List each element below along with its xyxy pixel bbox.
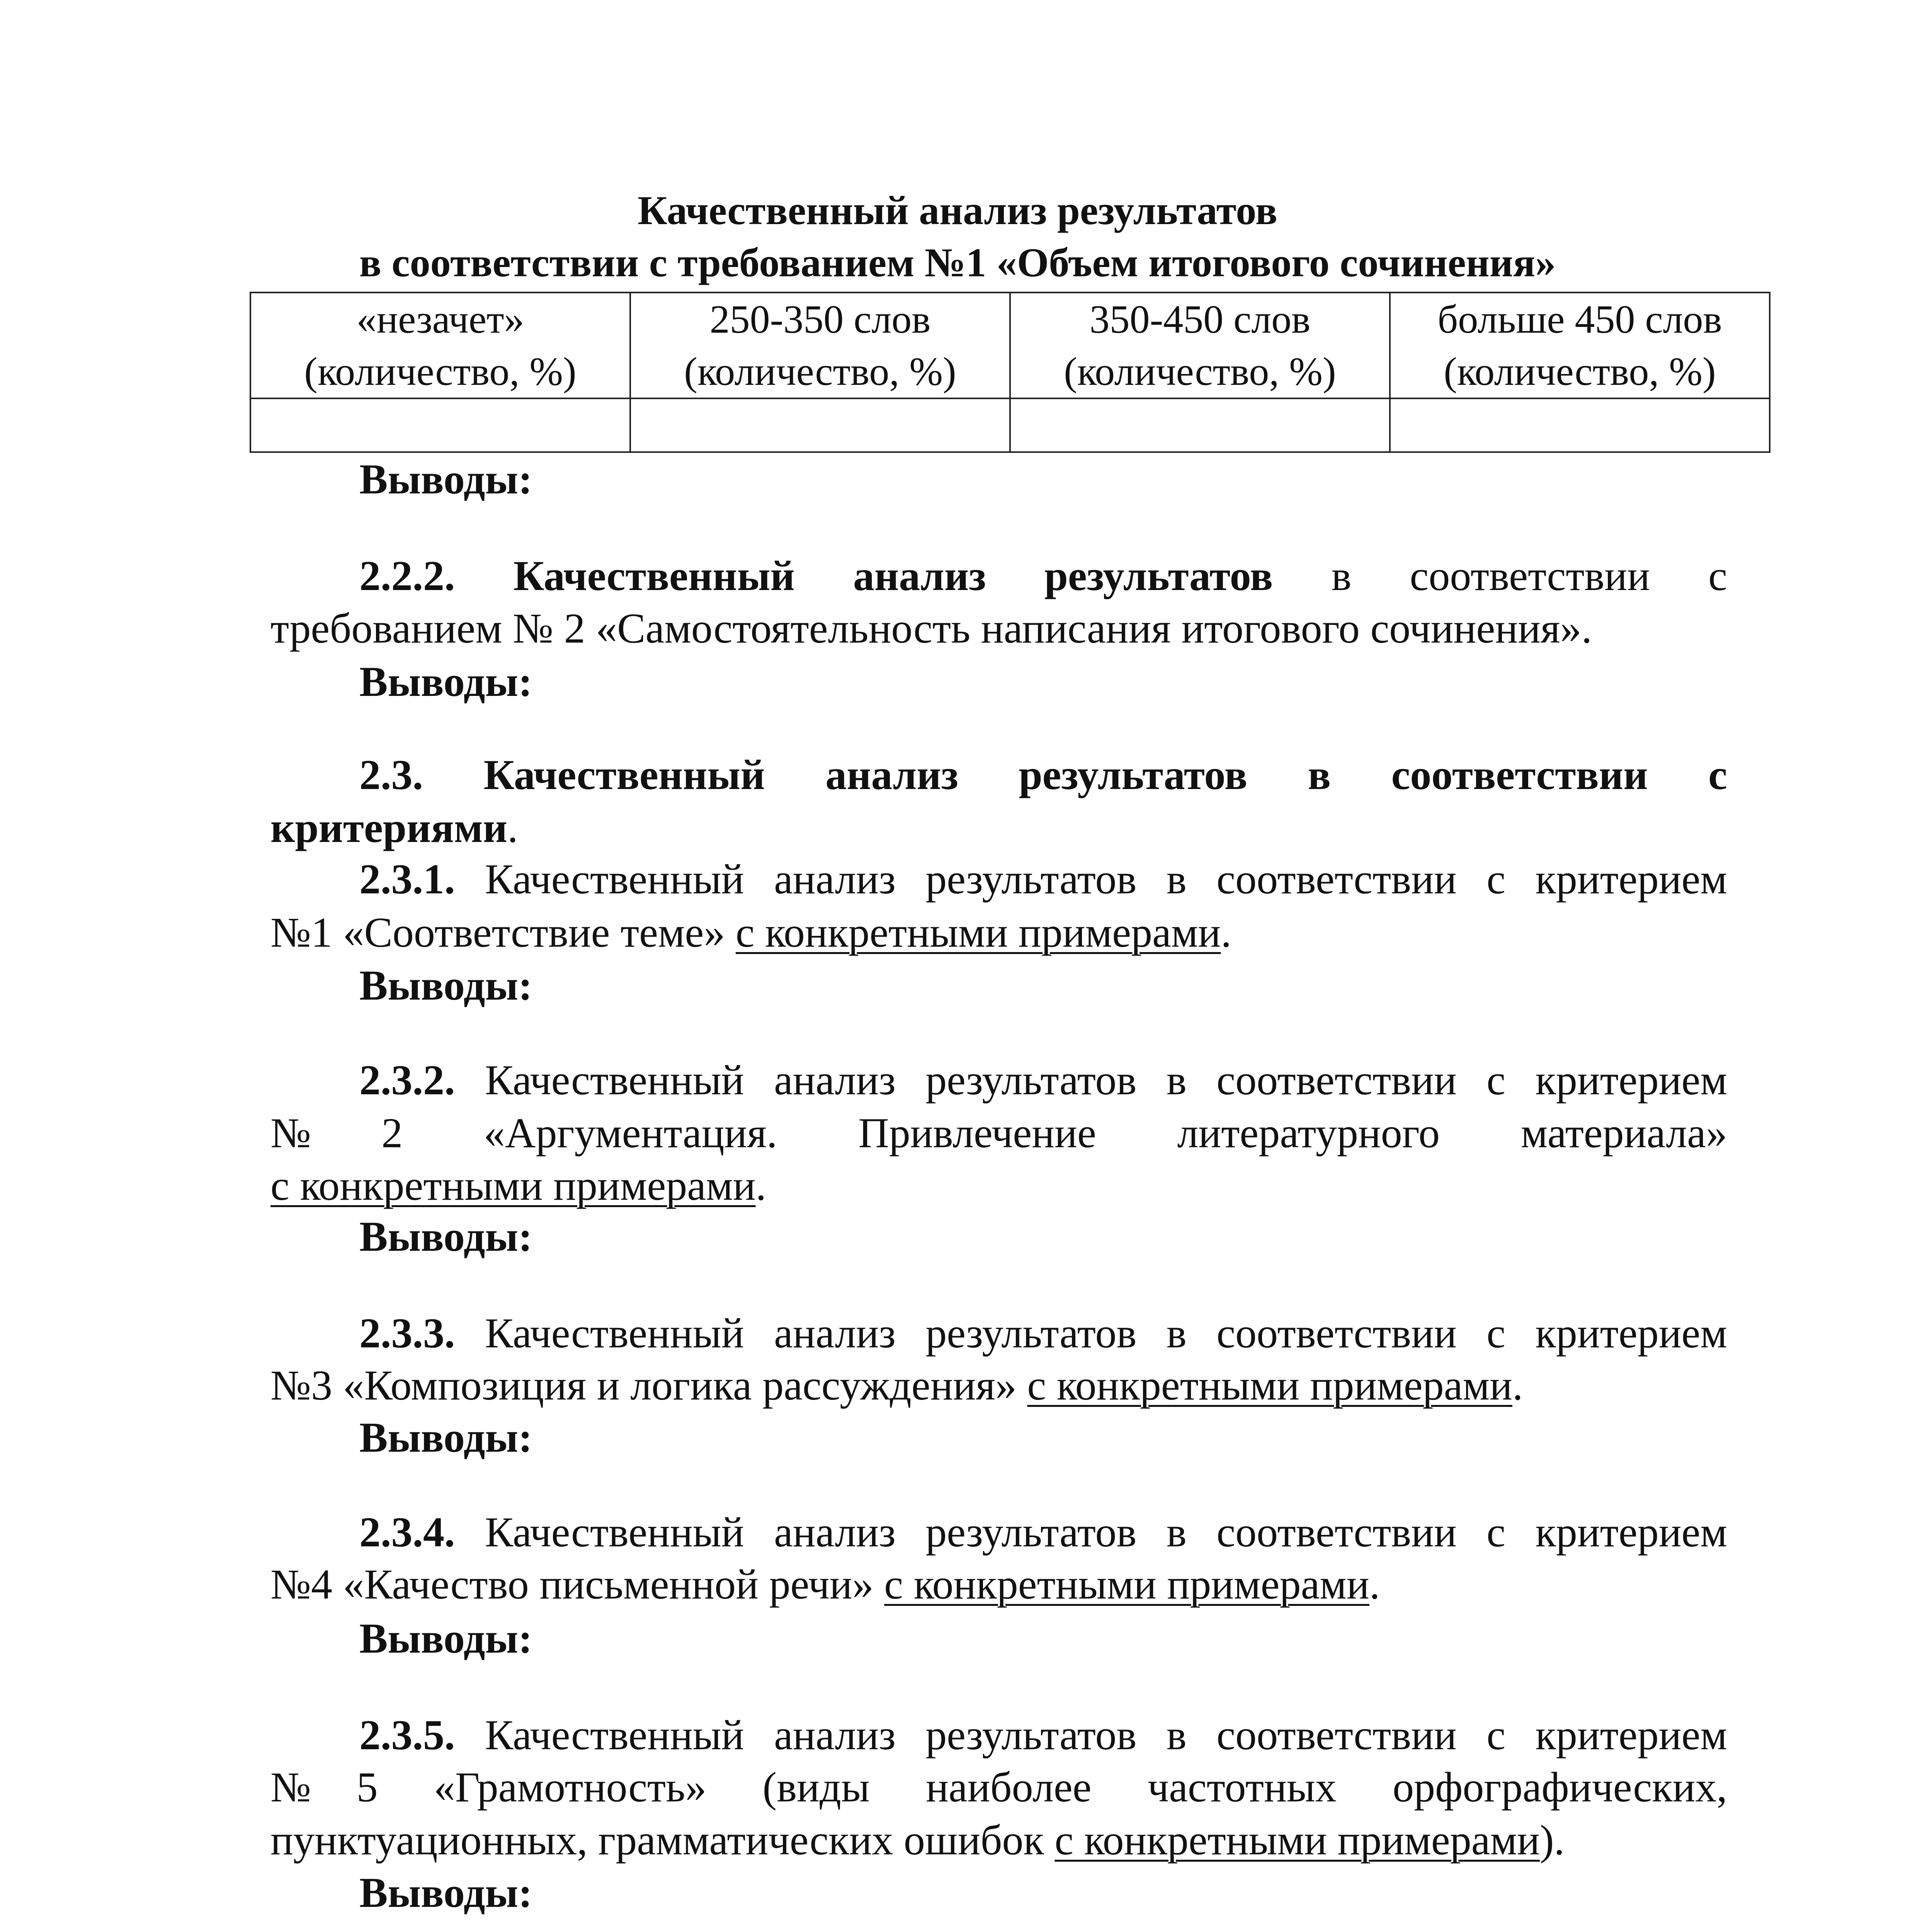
- table-cell: [250, 398, 630, 452]
- conclusions-label: Выводы:: [359, 456, 532, 503]
- section-2-3-4-line-2: №4 «Качество письменной речи» с конкретными примерами.: [270, 1561, 1380, 1608]
- table-header-row: [250, 293, 1770, 398]
- section-2-2-2-line-1: 2.2.2. Качественный анализ результатов в соответствии с: [359, 552, 1728, 599]
- section-2-3-5-line-3: пунктуационных, грамматических ошибок с конкретными примерами).: [270, 1816, 1565, 1864]
- section-2-3-3-line-1: 2.3.3. Качественный анализ результатов в соответствии с критерием: [359, 1310, 1727, 1357]
- table-header-cell: «незачет» (количество, %): [250, 293, 630, 398]
- section-2-3-line-2: критериями.: [270, 804, 518, 851]
- section-2-3-1-line-2: №1 «Соответствие теме» с конкретными примерами.: [270, 909, 1231, 956]
- conclusions-label: Выводы:: [359, 1869, 532, 1916]
- table-header-cell: 350-450 слов (количество, %): [1010, 293, 1390, 398]
- table-cell: [1010, 398, 1390, 452]
- section-2-3-5-line-2: №5 «Грамотность» (виды наиболее частотных орфографических,: [270, 1764, 1727, 1811]
- conclusions-label: Выводы:: [359, 1213, 532, 1260]
- section-2-3-2-line-2: №2 «Аргументация. Привлечение литературного материала»: [270, 1109, 1727, 1156]
- conclusions-label: Выводы:: [359, 658, 532, 705]
- section-2-3-4-line-1: 2.3.4. Качественный анализ результатов в соответствии с критерием: [359, 1509, 1727, 1556]
- table-cell: [1390, 398, 1770, 452]
- results-table: [250, 292, 1770, 453]
- section-2-3-3-line-2: №3 «Композиция и логика рассуждения» с конкретными примерами.: [270, 1362, 1523, 1409]
- section-2-3-5-line-1: 2.3.5. Качественный анализ результатов в соответствии с критерием: [359, 1711, 1727, 1759]
- conclusions-label: Выводы:: [359, 962, 532, 1009]
- conclusions-label: Выводы:: [359, 1414, 532, 1461]
- title-line-1: Качественный анализ результатов: [638, 188, 1277, 233]
- table-cell: [630, 398, 1010, 452]
- conclusions-label: Выводы:: [359, 1615, 532, 1662]
- section-2-3-2-line-3: с конкретными примерами.: [270, 1162, 767, 1209]
- section-2-2-2-line-2: требованием № 2 «Самостоятельность написания итогового сочинения».: [270, 605, 1592, 652]
- table-row: [250, 398, 1770, 452]
- table-header-cell: больше 450 слов (количество, %): [1390, 293, 1770, 398]
- table-header-cell: 250-350 слов (количество, %): [630, 293, 1010, 398]
- section-2-3-line-1: 2.3. Качественный анализ результатов в соответствии с: [359, 751, 1727, 798]
- section-2-3-2-line-1: 2.3.2. Качественный анализ результатов в соответствии с критерием: [359, 1056, 1727, 1104]
- section-2-3-1-line-1: 2.3.1. Качественный анализ результатов в соответствии с критерием: [359, 855, 1727, 903]
- title-line-2: в соответствии с требованием №1 «Объем итогового сочинения»: [359, 240, 1556, 285]
